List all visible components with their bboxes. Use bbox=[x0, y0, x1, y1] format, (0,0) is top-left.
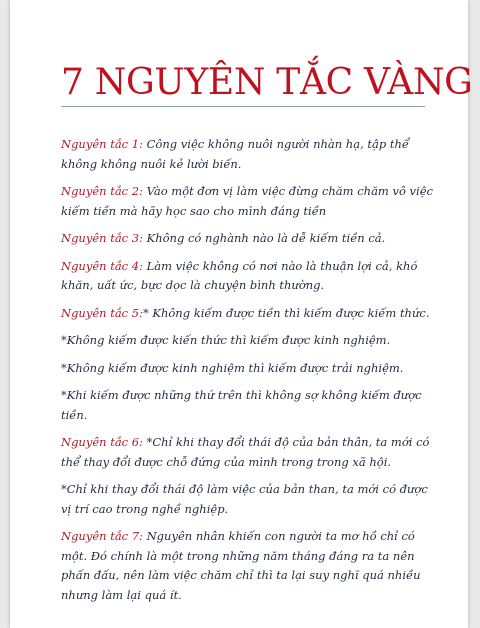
rule-text: *Không kiếm được kinh nghiệm thì kiếm được trải nghiệm. bbox=[61, 360, 404, 375]
rule-label: Nguyên tắc 1: bbox=[61, 137, 143, 151]
title-divider bbox=[61, 106, 425, 107]
rule-label: Nguyên tắc 6: bbox=[61, 435, 143, 449]
document-body bbox=[61, 135, 433, 613]
rule-text: * Không kiếm được tiền thì kiếm được kiếm thức. bbox=[142, 305, 430, 320]
paragraph-rule-5 bbox=[61, 304, 433, 324]
paragraph-rule-5-point-3 bbox=[61, 359, 433, 379]
paragraph-rule-2 bbox=[61, 182, 433, 221]
rule-text: *Chỉ khi thay đổi thái độ làm việc của bản than, ta mới có được vị trí cao trong nghề nghiệp. bbox=[61, 482, 428, 516]
paragraph-rule-5-point-4 bbox=[61, 386, 433, 425]
rule-label: Nguyên tắc 5: bbox=[61, 305, 143, 320]
rule-label: Nguyên tắc 7: bbox=[61, 529, 143, 543]
paragraph-rule-4 bbox=[61, 257, 433, 296]
paragraph-rule-5-point-2 bbox=[61, 331, 433, 351]
paragraph-rule-1 bbox=[61, 135, 433, 174]
paragraph-rule-6-point-2 bbox=[61, 480, 433, 519]
paragraph-rule-7 bbox=[61, 527, 433, 605]
document-title: 7 NGUYÊN TẮC VÀNG bbox=[61, 62, 473, 103]
rule-text: *Không kiếm được kiến thức thì kiếm được kinh nghiệm. bbox=[61, 333, 391, 347]
rule-text: Làm việc không có nơi nào là thuận lợi cả, khó khăn, uất ức, bực dọc là chuyện bình thường. bbox=[61, 258, 418, 292]
document-page bbox=[10, 0, 473, 628]
rule-label: Nguyên tắc 4: bbox=[61, 258, 143, 273]
rule-label: Nguyên tắc 3: bbox=[61, 231, 143, 245]
rule-text: Công việc không nuôi người nhàn hạ, tập thể không không nuôi kẻ lười biến. bbox=[61, 137, 409, 171]
rule-text: Không có nghành nào là dễ kiếm tiền cả. bbox=[142, 231, 386, 245]
paragraph-rule-3 bbox=[61, 229, 433, 249]
rule-text: *Chỉ khi thay đổi thái độ của bản thân, ta mới có thể thay đổi được chỗ đứng của mình trong trong xã hội. bbox=[61, 435, 430, 469]
rule-text: Nguyên nhân khiến con người ta mơ hồ chỉ có một. Đó chính là một trong những năm tháng đáng ra ta nên phấn đấu, nên làm việc chăm chỉ thì ta lại suy nghĩ quá nhiều nhưng làm lại quá ít. bbox=[61, 529, 421, 602]
rule-label: Nguyên tắc 2: bbox=[61, 184, 143, 198]
paragraph-rule-6 bbox=[61, 433, 433, 472]
rule-text: Vào một đơn vị làm việc đừng chăm chăm vô việc kiếm tiền mà hãy học sao cho mình đáng tiền bbox=[61, 184, 433, 218]
rule-text: *Khi kiếm được những thứ trên thì không sợ không kiếm được tiền. bbox=[61, 388, 422, 422]
